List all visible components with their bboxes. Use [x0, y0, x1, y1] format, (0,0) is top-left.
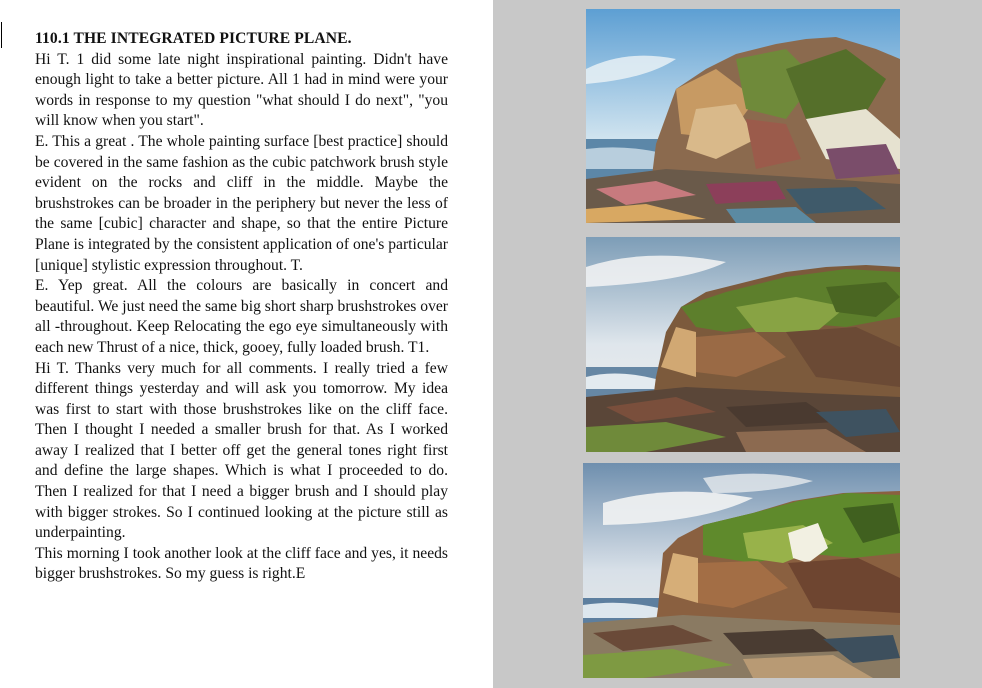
painting-3-image: [583, 463, 900, 678]
paragraph-1: Hi T. 1 did some late night inspirational painting. Didn't have enough light to take a better picture. All 1 had in mind were your words in response to my question "what should I do next", "you will know when you start".: [35, 50, 448, 130]
painting-1-image: [586, 9, 900, 223]
paragraph-5: This morning I took another look at the cliff face and yes, it needs bigger brushstrokes. So my guess is right.E: [35, 544, 448, 583]
paragraph-4: Hi T. Thanks very much for all comments. I really tried a few different things yesterday and will ask you tomorrow. My idea was first to start with those brushstrokes like on the cliff face. Then I thought I needed a smaller brush for that. As I worked away I realized that I better off get the general tones right first and define the large shapes. Which is what I proceeded to do. Then I realized for that I need a bigger brush and I should play with bigger strokes. So I continued looking at the picture still as underpainting.: [35, 359, 448, 542]
page-edge-mark: [1, 22, 2, 48]
article-title: 110.1 THE INTEGRATED PICTURE PLANE.: [35, 30, 352, 47]
painting-2-image: [586, 237, 900, 452]
paragraph-3: E. Yep great. All the colours are basically in concert and beautiful. We just need the same big short sharp brushstrokes over all -throughout. Keep Relocating the ego eye simultaneously with each new Thrust of a nice, thick, gooey, fully loaded brush. T1.: [35, 277, 448, 356]
paragraph-2: E. This a great . The whole painting surface [best practice] should be covered in the same fashion as the cubic patchwork brush style evident on the rocks and cliff in the middle. Maybe the brushstrokes can be broader in the periphery but never the less of the same [cubic] character and shape, so that the entire Picture Plane is integrated by the consistent application of one's particular [unique] stylistic expression throughout. T.: [35, 132, 448, 274]
article-text: [35, 29, 448, 585]
image-panel: [493, 0, 982, 688]
